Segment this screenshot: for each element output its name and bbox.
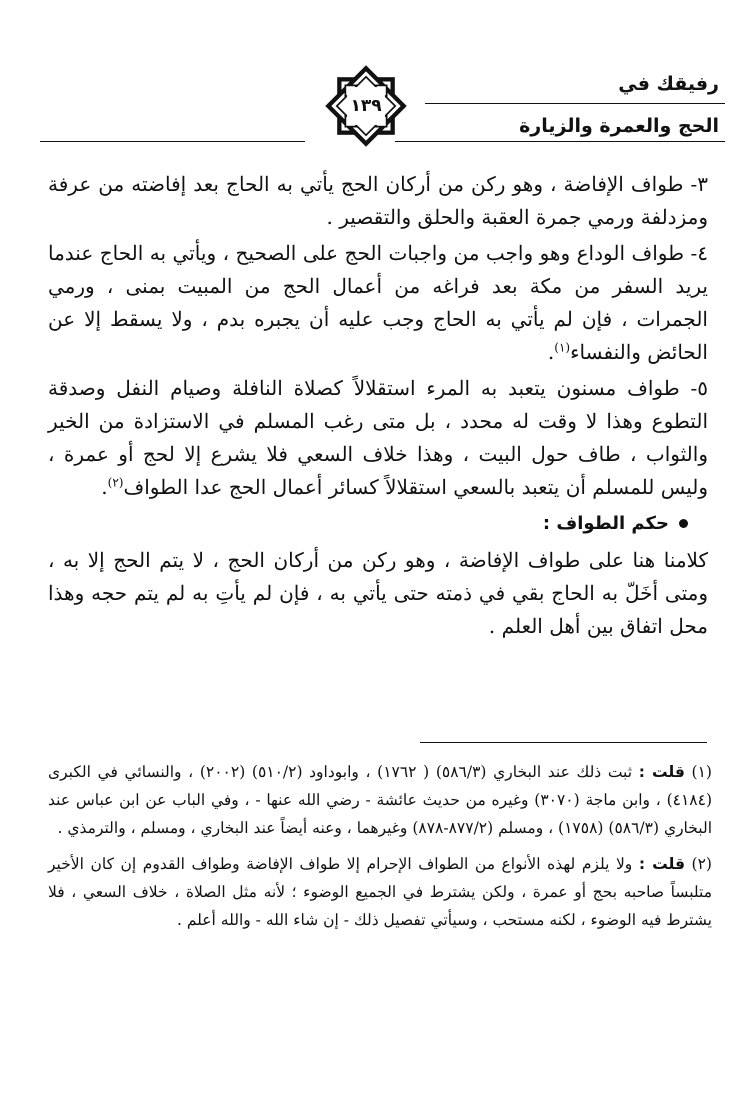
footnote [48,758,712,842]
footnote-text: ولا يلزم لهذه الأنواع من الطواف الإحرام إلا طواف الإفاضة وطواف القدوم إن كان الأخير متلبساً صاحبه بحج أو عمرة ، ولكن يشترط في الجميع الوضوء ؛ لأنه مثل الصلاة ، خلاف السعي ، فلا يشترط فيه الوضوء ، لكنه مستحب ، وسيأتي تفصيل ذلك - إن شاء الله - والله أعلم . [48,855,712,929]
book-title-line1: رفيقك في [618,73,719,95]
header-rule-bottom-right [395,141,725,142]
section-heading [48,507,708,540]
page-header [40,55,725,145]
book-title-line2: الحج والعمرة والزيارة [519,115,719,137]
section-heading-text: حكم الطواف : [542,513,669,534]
paragraph-text: ٥- طواف مسنون يتعبد به المرء استقلالاً كصلاة النافلة وصيام النفل وصدقة التطوع وهذا لا وقت له محدد ، بل متى رغب المسلم في الاستزادة من الخير والثواب ، طاف حول البيت ، وهذا خلاف السعي فلا يشرع إلا لحج أو عمرة ، وليس للمسلم أن يتعبد بالسعي استقلالاً كسائر أعمال الحج عدا الطواف [48,376,708,499]
page-number: ١٣٩ [350,96,382,116]
header-rule-top [425,103,725,104]
paragraph-text: ٣- طواف الإفاضة ، وهو ركن من أركان الحج يأتي به الحاج بعد إفاضته من عرفة ومزدلفة ورمي جمرة العقبة والحلق والتقصير . [48,172,708,229]
footnote-lead: قلت : [638,855,685,873]
paragraph-text: كلامنا هنا على طواف الإفاضة ، وهو ركن من أركان الحج ، لا يتم الحج إلا به ، ومتى أخَلّ به الحاج بقي في ذمته حتى يأتي به ، فإن لم يأتِ به لم يتم حجه وهذا محل اتفاق بين أهل العلم . [48,548,708,638]
footnote [48,850,712,934]
paragraph [48,168,708,234]
paragraph: ٤- طواف الوداع وهو واجب من واجبات الحج على الصحيح ، ويأتي به الحاج عندما يريد السفر من مكة بعد فراغه من أعمال الحج من المبيت بمنى ، ورمي الجمرات ، فإن لم يأتي به الحاج وجب عليه أن يجبره بدم ، ولا يسقط إلا عن الحائض والنفساء$^{(١)}$. [48,241,708,364]
footnote-text: ثبت ذلك عند البخاري (٥٨٦/٣) ( ١٧٦٢) ، وابوداود (٥١٠/٢) (٢٠٠٢) ، والنسائي في الكبرى (٤١٨٤) ، وابن ماجة (٣٠٧٠) وغيره من حديث عائشة - رضي الله عنها - ، وفي الباب عن ابن عباس عند البخاري (٥٨٦/٣) (١٧٥٨) ، ومسلم (٨٧٧/٢-٨٧٨) وغيرهما ، وعنه أيضاً عند البخاري ، ومسلم ، والترمذي . [48,763,712,837]
footnote-number: (٢) [691,855,712,873]
footnote-number: (١) [691,763,712,781]
paragraph: ٥- طواف مسنون يتعبد به المرء استقلالاً كصلاة النافلة وصيام النفل وصدقة التطوع وهذا لا وقت له محدد ، بل متى رغب المسلم في الاستزادة من الخير والثواب ، طاف حول البيت ، وهذا خلاف السعي فلا يشرع إلا لحج أو عمرة ، وليس للمسلم أن يتعبد بالسعي استقلالاً كسائر أعمال الحج عدا الطواف$^{(٢)}$. [48,376,708,499]
main-text [48,168,708,646]
footnotes [48,758,712,942]
footnote-marker: (١) [554,340,571,355]
header-rule-bottom-left [40,141,305,142]
footnote-lead: قلت : [638,763,685,781]
footnote-separator [420,742,707,743]
bullet-icon [679,519,688,528]
paragraph [48,544,708,643]
paragraph-text: ٤- طواف الوداع وهو واجب من واجبات الحج على الصحيح ، ويأتي به الحاج عندما يريد السفر من مكة بعد فراغه من أعمال الحج من المبيت بمنى ، ورمي الجمرات ، فإن لم يأتي به الحاج وجب عليه أن يجبره بدم ، ولا يسقط إلا عن الحائض والنفساء [48,241,708,364]
footnote-marker: (٢) [107,475,124,490]
page-number-emblem [323,63,409,149]
